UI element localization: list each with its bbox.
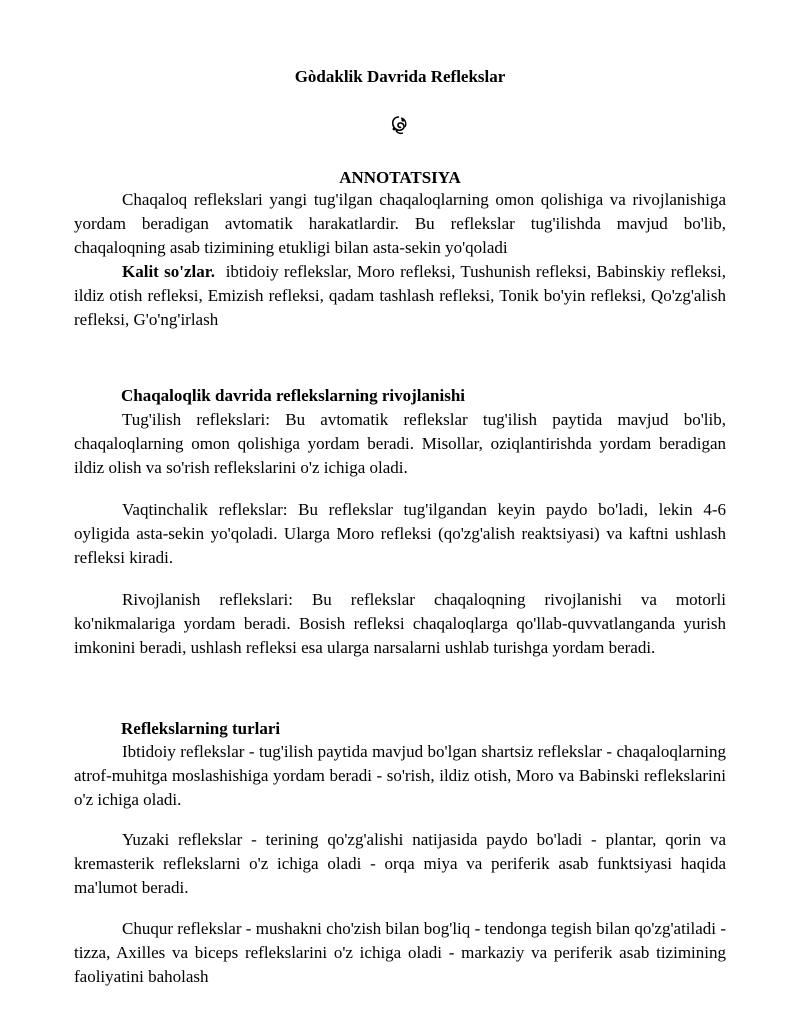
section1-paragraph-1-block xyxy=(74,408,726,480)
section-heading-development: Chaqaloqlik davrida reflekslarning rivojlanishi xyxy=(121,386,466,405)
wreath-ornament-icon xyxy=(388,114,410,136)
keywords-label: Kalit so'zlar. xyxy=(122,262,216,281)
section2-paragraph-3-block xyxy=(74,917,726,989)
section2-paragraph-2: Yuzaki reflekslar - terining qo'zg'alishi natijasida paydo bo'ladi - plantar, qorin va kremasterik reflekslarni o'z ichiga oladi - orqa miya va periferik asab funktsiyasi haqida ma'lumot beradi. xyxy=(74,830,726,897)
section1-paragraph-3-block xyxy=(74,588,726,660)
section1-paragraph-1: Tug'ilish reflekslari: Bu avtomatik reflekslar tug'ilish paytida mavjud bo'lib, chaqaloqlarning omon qolishiga yordam beradi. Misollar, oziqlantirishda yordam beradigan ildiz olish va so'rish reflekslarini o'z ichiga oladi. xyxy=(74,410,726,477)
section2-paragraph-2-block xyxy=(74,828,726,900)
keywords-text: ibtidoiy reflekslar, Moro refleksi, Tushunish refleksi, Babinskiy refleksi, ildiz otish refleksi, Emizish refleksi, qadam tashlash refleksi, Tonik bo'yin refleksi, Qo'zg'alish refleksi, G'o'ng'irlash xyxy=(74,262,726,329)
section2-paragraph-1-block xyxy=(74,740,726,812)
keywords-paragraph xyxy=(74,260,726,332)
annotation-heading: ANNOTATSIYA xyxy=(339,168,461,187)
section2-paragraph-1: Ibtidoiy reflekslar - tug'ilish paytida mavjud bo'lgan shartsiz reflekslar - chaqaloqlarning atrof-muhitga moslashishiga yordam beradi - so'rish, ildiz otish, Moro va Babinski reflekslarini o'z ichiga oladi. xyxy=(74,742,726,809)
annotation-block xyxy=(74,188,726,332)
annotation-text: Chaqaloq reflekslari yangi tug'ilgan chaqaloqlarning omon qolishiga va rivojlanishiga yordam beradigan avtomatik harakatlardir. Bu reflekslar tug'ilishda mavjud bo'lib, chaqaloqning asab tizimining etukligi bilan asta-sekin yo'qoladi xyxy=(74,190,726,257)
section1-paragraph-2: Vaqtinchalik reflekslar: Bu reflekslar tug'ilgandan keyin paydo bo'ladi, lekin 4-6 oyligida asta-sekin yo'qoladi. Ularga Moro refleksi (qo'zg'alish reaktsiyasi) va kaftni ushlash refleksi kiradi. xyxy=(74,500,726,567)
section1-paragraph-3: Rivojlanish reflekslari: Bu reflekslar chaqaloqning rivojlanishi va motorli ko'nikmalariga yordam beradi. Bosish refleksi chaqaloqlarga qo'llab-quvvatlanganda yurish imkonini beradi, ushlash refleksi esa ularga narsalarni ushlab turishga yordam beradi. xyxy=(74,590,726,657)
document-title: Gòdaklik Davrida Reflekslar xyxy=(294,67,506,86)
section2-paragraph-3: Chuqur reflekslar - mushakni cho'zish bilan bog'liq - tendonga tegish bilan qo'zg'atiladi - tizza, Axilles va biceps reflekslarini o'z ichiga oladi - markaziy va periferik asab tizimining faoliyatini baholash xyxy=(74,919,726,986)
section1-paragraph-2-block xyxy=(74,498,726,570)
section-heading-types: Reflekslarning turlari xyxy=(121,719,281,738)
